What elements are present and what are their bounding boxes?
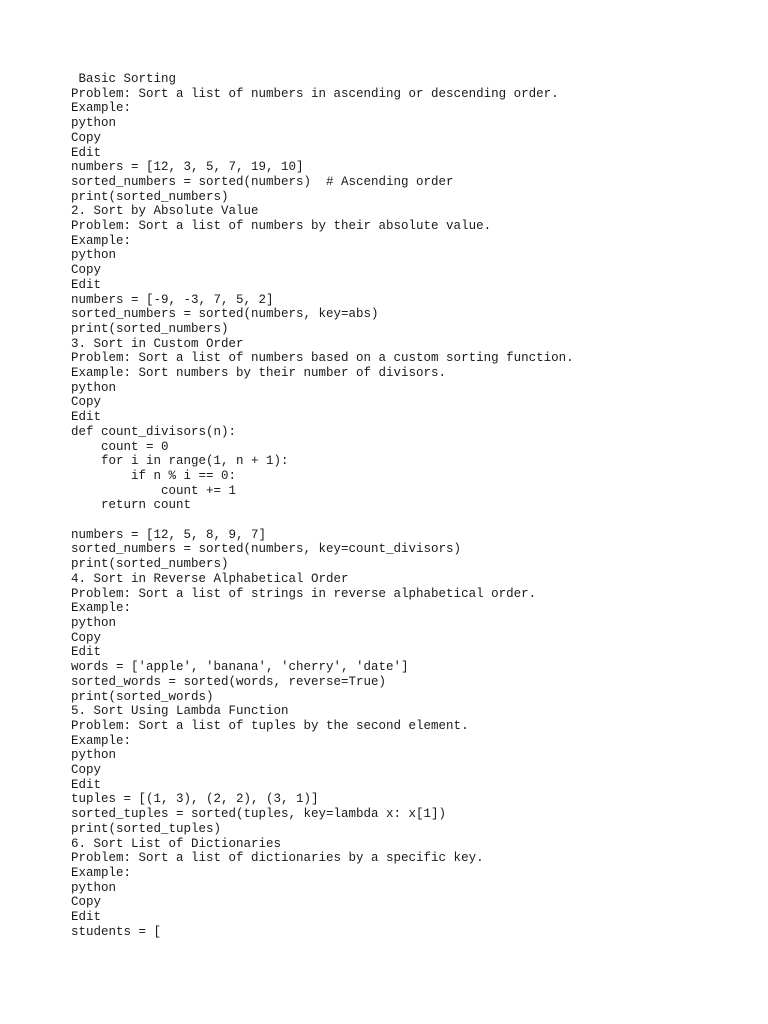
- text-line: def count_divisors(n):: [71, 424, 237, 439]
- text-line: numbers = [-9, -3, 7, 5, 2]: [71, 292, 274, 307]
- text-line: tuples = [(1, 3), (2, 2), (3, 1)]: [71, 792, 319, 807]
- text-line: 6. Sort List of Dictionaries: [71, 836, 282, 851]
- text-line: 5. Sort Using Lambda Function: [71, 704, 289, 719]
- text-line: 2. Sort by Absolute Value: [71, 204, 259, 219]
- text-line: print(sorted_numbers): [71, 557, 229, 572]
- text-line: Copy: [71, 630, 102, 645]
- text-line: Problem: Sort a list of numbers by their absolute value.: [71, 219, 492, 234]
- text-line: sorted_words = sorted(words, reverse=True): [71, 674, 387, 689]
- text-line: Problem: Sort a list of numbers in ascending or descending order.: [71, 86, 559, 101]
- text-line: python: [71, 248, 117, 263]
- text-line: Example:: [71, 101, 132, 116]
- text-line: print(sorted_words): [71, 689, 214, 704]
- text-line: 3. Sort in Custom Order: [71, 336, 244, 351]
- text-line: sorted_tuples = sorted(tuples, key=lambda x: x[1]): [71, 807, 447, 822]
- text-line: python: [71, 116, 117, 131]
- text-line: words = ['apple', 'banana', 'cherry', 'date']: [71, 660, 409, 675]
- text-line: python: [71, 748, 117, 763]
- text-line: if n % i == 0:: [71, 468, 237, 483]
- text-line: Edit: [71, 145, 102, 160]
- text-line: numbers = [12, 3, 5, 7, 19, 10]: [71, 160, 304, 175]
- text-line: Edit: [71, 910, 102, 925]
- text-line: print(sorted_numbers): [71, 189, 229, 204]
- text-line: sorted_numbers = sorted(numbers, key=abs): [71, 307, 379, 322]
- text-line: Problem: Sort a list of dictionaries by a specific key.: [71, 851, 484, 866]
- text-line: count = 0: [71, 439, 169, 454]
- text-line: Edit: [71, 410, 102, 425]
- text-line: sorted_numbers = sorted(numbers, key=count_divisors): [71, 542, 462, 557]
- text-line: Example:: [71, 601, 132, 616]
- text-line: [71, 513, 748, 528]
- text-line: Edit: [71, 645, 102, 660]
- text-line: Copy: [71, 130, 102, 145]
- text-line: students = [: [71, 924, 162, 939]
- text-line: print(sorted_tuples): [71, 821, 222, 836]
- text-line: Problem: Sort a list of tuples by the second element.: [71, 718, 469, 733]
- text-line: Basic Sorting: [71, 72, 177, 86]
- text-line: Copy: [71, 263, 102, 278]
- text-line: Edit: [71, 277, 102, 292]
- text-line: Example:: [71, 233, 132, 248]
- text-line: python: [71, 880, 117, 895]
- text-line: python: [71, 380, 117, 395]
- text-line: Edit: [71, 777, 102, 792]
- text-line: 4. Sort in Reverse Alphabetical Order: [71, 571, 349, 586]
- text-line: Copy: [71, 895, 102, 910]
- text-line: count += 1: [71, 483, 237, 498]
- text-line: Example:: [71, 865, 132, 880]
- text-line: numbers = [12, 5, 8, 9, 7]: [71, 527, 267, 542]
- text-line: Example:: [71, 733, 132, 748]
- text-line: Copy: [71, 395, 102, 410]
- text-line: return count: [71, 498, 192, 513]
- text-line: Problem: Sort a list of strings in reverse alphabetical order.: [71, 586, 537, 601]
- text-line: python: [71, 616, 117, 630]
- text-line: Copy: [71, 763, 102, 778]
- text-line: Example: Sort numbers by their number of divisors.: [71, 366, 447, 381]
- text-line: for i in range(1, n + 1):: [71, 454, 289, 469]
- document-body: [71, 72, 748, 939]
- text-line: Problem: Sort a list of numbers based on a custom sorting function.: [71, 351, 574, 366]
- text-line: sorted_numbers = sorted(numbers) # Ascending order: [71, 174, 454, 189]
- text-line: print(sorted_numbers): [71, 321, 229, 336]
